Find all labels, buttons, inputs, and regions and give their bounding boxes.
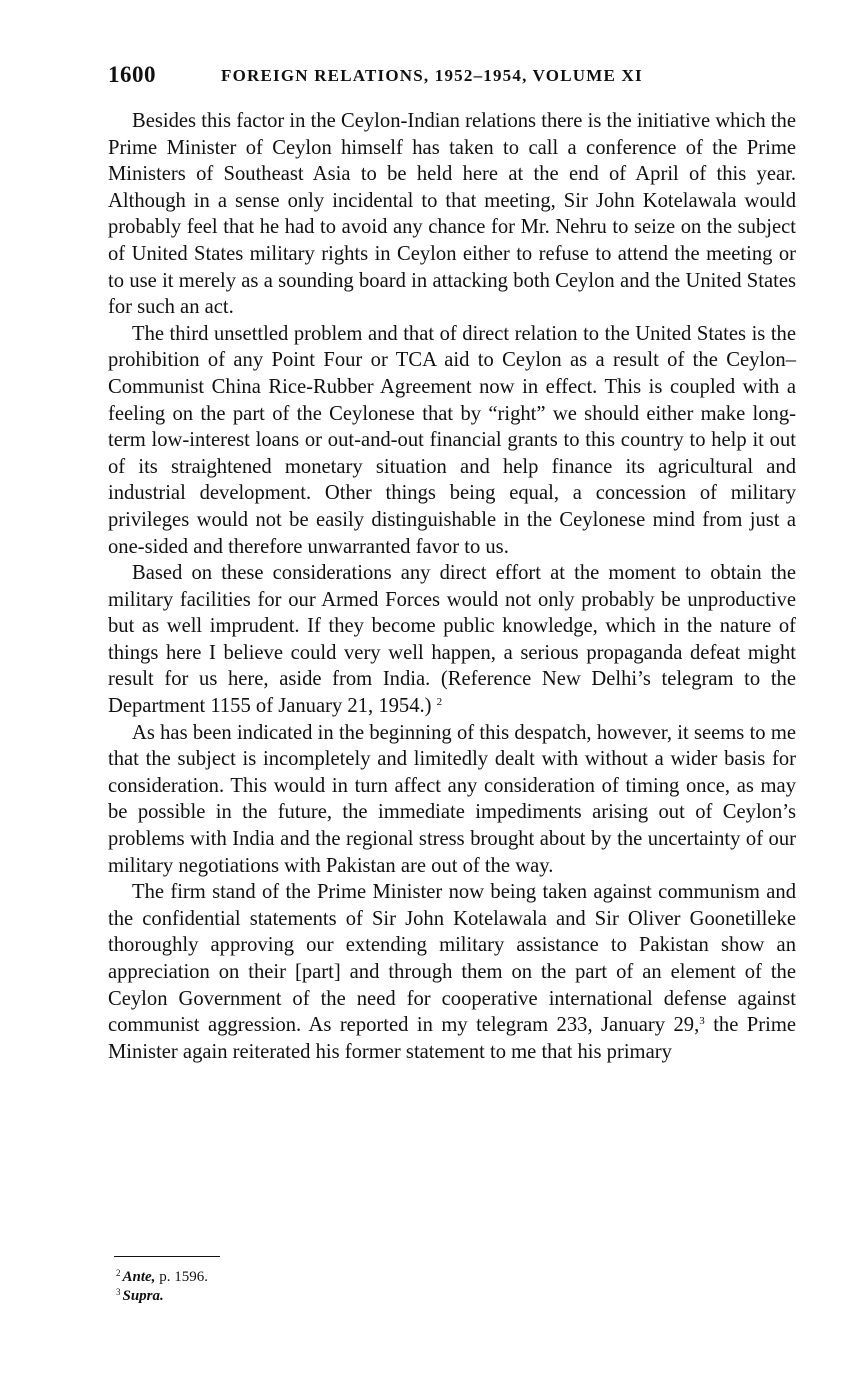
footnotes [116, 1268, 516, 1306]
body-text [108, 108, 796, 1065]
footnote-text: p. 1596. [155, 1269, 208, 1285]
footnote-italic: Supra. [122, 1288, 164, 1304]
footnote-italic: Ante, [122, 1269, 156, 1285]
footnote [116, 1287, 516, 1306]
paragraph-text: Besides this factor in the Ceylon-Indian relations there is the initiative which the Prime Minister of Ceylon himself has taken to call a conference of the Prime Ministers of Southeast Asia to be held here at the end of April of this year. Although in a sense only incidental to that meeting, Sir John Kotelawala would probably feel that he had to avoid any chance for Mr. Nehru to seize on the subject of United States military rights in Ceylon either to refuse to attend the meeting or to use it merely as a sounding board in attacking both Ceylon and the United States for such an act. [108, 110, 796, 319]
page-number: 1600 [108, 62, 156, 87]
paragraph-text: The third unsettled problem and that of direct relation to the United States is the prohibition of any Point Four or TCA aid to Ceylon as a result of the Ceylon–Communist China Rice-Rubber Agreement now in effect. This is coupled with a feeling on the part of the Ceylonese that by “right” we should either make long-term low-interest loans or out-and-out financial grants to this country to help it out of its straightened monetary situation and help finance its agricultural and industrial development. Other things being equal, a concession of military privileges would not be easily distinguishable in the Ceylonese mind from just a one-sided and therefore unwarranted favor to us. [108, 322, 796, 558]
paragraph [108, 879, 796, 1065]
footnote-mark: 3 [116, 1287, 121, 1297]
paragraph [108, 720, 796, 880]
page-header [108, 62, 808, 98]
paragraph-text: The firm stand of the Prime Minister now being taken against communism and the confidential statements of Sir John Kotelawala and Sir Oliver Goonetilleke thoroughly approving our extending military assistance to Pakistan show an appreciation on their [part] and through them on the part of an element of the Ceylon Government of the need for cooperative international defense against communist aggression. As reported in my telegram 233, January 29, [108, 881, 796, 1037]
paragraph [108, 321, 796, 560]
footnote-divider [114, 1256, 220, 1257]
footnote-mark: 2 [116, 1268, 121, 1278]
paragraph [108, 108, 796, 321]
paragraph [108, 560, 796, 720]
footnote-reference[interactable]: 3 [699, 1015, 705, 1028]
paragraph-text: Based on these considerations any direct effort at the moment to obtain the military facilities for our Armed Forces would not only probably be unproductive but as well imprudent. If they become public knowledge, which in the nature of things here I believe could very well happen, a serious propaganda defeat might result for us here, aside from India. (Reference New Delhi’s telegram to the Department 1155 of January 21, 1954.) [108, 562, 796, 718]
footnote-reference[interactable]: 2 [436, 696, 443, 709]
footnote [116, 1268, 516, 1287]
running-title: FOREIGN RELATIONS, 1952–1954, VOLUME XI [221, 66, 643, 85]
paragraph-text: As has been indicated in the beginning of this despatch, however, it seems to me that the subject is incompletely and limitedly dealt with without a wider basis for consideration. This would in turn affect any consideration of timing once, as may be possible in the future, the immediate impediments arising out of Ceylon’s problems with India and the regional stress brought about by the uncertainty of our military negotiations with Pakistan are out of the way. [108, 721, 796, 877]
paragraph-text: the Prime Minister again reiterated his former statement to me that his primary [108, 1014, 796, 1063]
